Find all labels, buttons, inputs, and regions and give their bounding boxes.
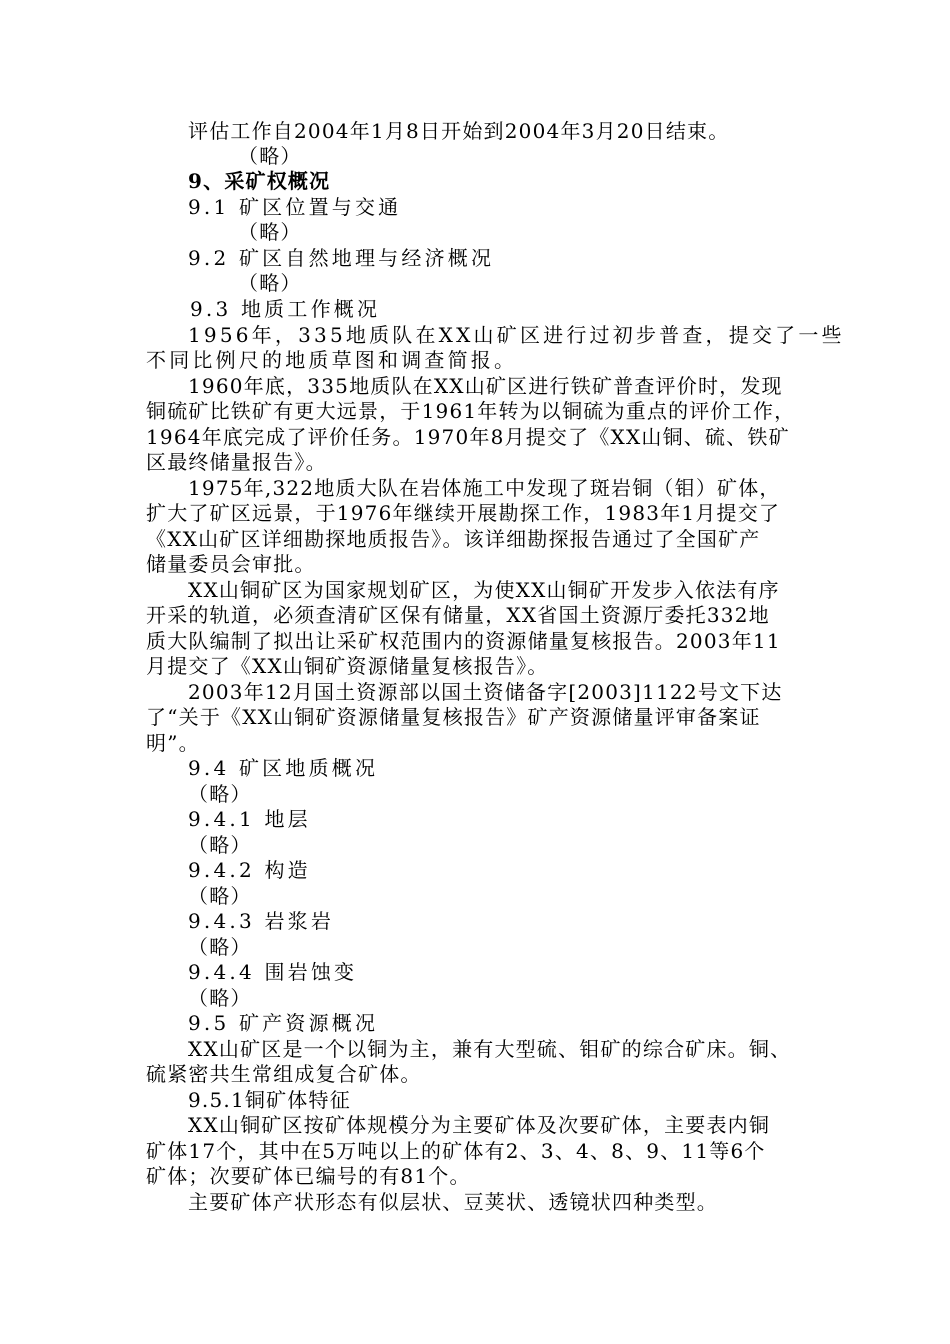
paragraph-line: 主要矿体产状形态有似层状、豆荚状、透镜状四种类型。 [188,1190,718,1214]
paragraph-line: 《XX山矿区详细勘探地质报告》。该详细勘探报告通过了全国矿产 [146,527,761,551]
omitted-note: （略） [238,220,302,244]
paragraph-line: 铜硫矿比铁矿有更大远景，于1961年转为以铜硫为重点的评价工作， [146,399,796,423]
omitted-note: （略） [188,833,252,857]
paragraph-line: 矿体；次要矿体已编号的有81个。 [146,1164,471,1188]
paragraph-line: 月提交了《XX山铜矿资源储量复核报告》。 [146,654,549,678]
paragraph-line: 质大队编制了拟出让采矿权范围内的资源储量复核报告。2003年11 [146,629,781,653]
omitted-note: （略） [188,782,252,806]
paragraph-line: 1975年,322地质大队在岩体施工中发现了斑岩铜（钼）矿体， [188,476,781,500]
paragraph-line: XX山铜矿区为国家规划矿区，为使XX山铜矿开发步入依法有序 [188,578,780,602]
subsection-heading: 9.4.3 岩浆岩 [188,909,335,933]
paragraph-line: 矿体17个，其中在5万吨以上的矿体有2、3、4、8、9、11等6个 [146,1139,766,1163]
paragraph-line: 扩大了矿区远景，于1976年继续开展勘探工作，1983年1月提交了 [146,501,781,525]
subsection-heading: 9.1 矿区位置与交通 [188,195,402,219]
paragraph-line: 了“关于《XX山铜矿资源储量复核报告》矿产资源储量评审备案证 [146,705,761,729]
paragraph-line: 明”。 [146,731,200,755]
omitted-note: （略） [238,271,302,295]
paragraph-line: 区最终储量报告》。 [146,450,327,474]
paragraph-line: XX山矿区是一个以铜为主，兼有大型硫、钼矿的综合矿床。铜、 [188,1037,792,1061]
subsection-heading: 9.3 地质工作概况 [190,297,381,321]
subsection-heading: 9.4 矿区地质概况 [188,756,379,780]
paragraph-line: XX山铜矿区按矿体规模分为主要矿体及次要矿体，主要表内铜 [188,1113,771,1137]
text-line: 评估工作自2004年1月8日开始到2004年3月20日结束。 [188,119,730,143]
subsection-heading: 9.2 矿区自然地理与经济概况 [188,246,495,270]
omitted-note: （略） [188,935,252,959]
paragraph-line: 不同比例尺的地质草图和调查简报。 [146,348,518,372]
paragraph-line: 1964年底完成了评价任务。1970年8月提交了《XX山铜、硫、铁矿 [146,425,790,449]
paragraph-line: 开采的轨道，必须查清矿区保有储量，XX省国土资源厅委托332地 [146,603,770,627]
subsection-heading: 9.5.1铜矿体特征 [188,1088,351,1112]
paragraph-line: 1956年，335地质队在XX山矿区进行过初步普查，提交了一些 [188,323,845,347]
omitted-note: （略） [238,144,302,168]
paragraph-line: 1960年底，335地质队在XX山矿区进行铁矿普查评价时，发现 [188,374,783,398]
omitted-note: （略） [188,986,252,1010]
subsection-heading: 9.4.1 地层 [188,807,311,831]
paragraph-line: 储量委员会审批。 [146,552,316,576]
paragraph-line: 硫紧密共生常组成复合矿体。 [146,1062,422,1086]
omitted-note: （略） [188,884,252,908]
subsection-heading: 9.4.4 围岩蚀变 [188,960,358,984]
subsection-heading: 9.5 矿产资源概况 [188,1011,379,1035]
subsection-heading: 9.4.2 构造 [188,858,311,882]
section-heading: 9、采矿权概况 [188,169,331,193]
paragraph-line: 2003年12月国土资源部以国土资储备字[2003]1122号文下达 [188,680,783,704]
